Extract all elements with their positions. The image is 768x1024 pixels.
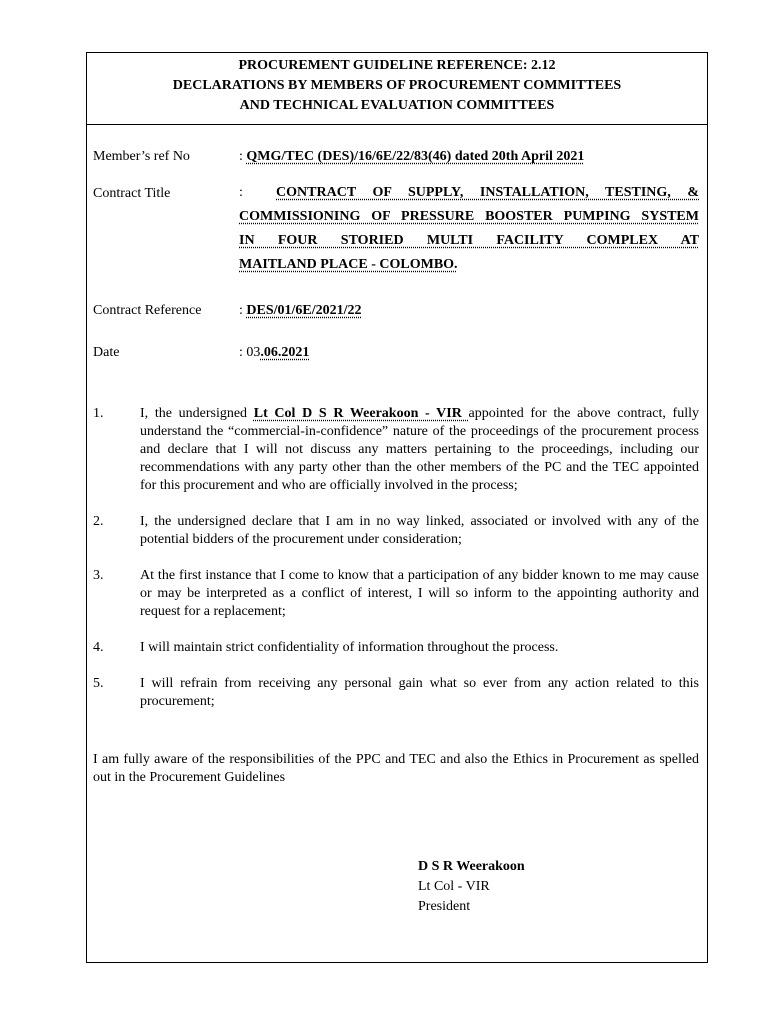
form-header (87, 53, 707, 125)
closing-statement: I am fully aware of the responsibilities of the PPC and TEC and also the Ethics in Procurement as spelled out in the Procurement Guidelines (93, 752, 699, 785)
header-title-line: AND TECHNICAL EVALUATION COMMITTEES (239, 98, 555, 113)
item-number: 4. (93, 640, 104, 655)
list-item (93, 675, 699, 711)
item-number: 3. (93, 568, 104, 583)
declaration-form (86, 52, 708, 963)
signatory-rank: Lt Col - VIR (418, 879, 490, 894)
list-item (93, 639, 699, 657)
signatory-name: D S R Weerakoon (418, 859, 525, 874)
colon: : (239, 303, 247, 318)
member-ref-value: QMG/TEC (DES)/16/6E/22/83(46) dated 20th April 2021 (246, 149, 585, 164)
contract-title-value (239, 181, 699, 277)
item-text: At the first instance that I come to know that a participation of any bidder known to me may cause or may be interpreted as a conflict of interest, I will so inform to the appointing authority and request for a replacement; (140, 568, 699, 619)
contract-title-label: Contract Title (93, 186, 171, 201)
list-item (93, 567, 699, 621)
item-number: 2. (93, 514, 104, 529)
colon: : (239, 185, 243, 200)
header-title-line: DECLARATIONS BY MEMBERS OF PROCUREMENT COMMITTEES (172, 78, 622, 93)
colon: : (239, 149, 247, 164)
contract-title-line: MAITLAND PLACE - COLOMBO. (239, 257, 458, 272)
date-label: Date (93, 345, 120, 360)
date-value: .06.2021 (260, 345, 310, 360)
declaration-list (93, 405, 699, 729)
member-name: Lt Col D S R Weerakoon - VIR (253, 406, 469, 421)
item-text: I will maintain strict confidentiality of information throughout the process. (140, 640, 559, 655)
item-text: I will refrain from receiving any personal gain what so ever from any action related to this procurement; (140, 676, 699, 709)
contract-title-line: IN FOUR STORIED MULTI FACILITY COMPLEX AT (239, 233, 699, 248)
contract-title-line: COMMISSIONING OF PRESSURE BOOSTER PUMPING SYSTEM (239, 209, 699, 224)
header-guideline-ref: PROCUREMENT GUIDELINE REFERENCE: 2.12 (238, 58, 556, 73)
item-number: 1. (93, 406, 104, 421)
contract-reference-value: DES/01/6E/2021/22 (246, 303, 362, 318)
contract-reference-label: Contract Reference (93, 303, 202, 318)
item-text: I, the undersigned declare that I am in no way linked, associated or involved with any of the potential bidders of the procurement under consideration; (140, 514, 699, 547)
list-item: 1. I, the undersigned Lt Col D S R Weerakoon - VIR appointed for the above contract, fully understand the “commercial-in-confidence” nature of the proceedings of the procurement process and declare that I will not discuss any matters pertaining to the proceedings, including our recommendations with any party other than the other members of the PC and the TEC appointed for this procurement and who are officially involved in the process; (93, 406, 699, 493)
item-number: 5. (93, 676, 104, 691)
list-item (93, 513, 699, 549)
date-day: : 03 (239, 345, 261, 360)
signature-block (418, 857, 525, 917)
member-ref-label: Member’s ref No (93, 149, 190, 164)
signatory-role: President (418, 899, 471, 914)
contract-title-line: CONTRACT OF SUPPLY, INSTALLATION, TESTING, & (276, 185, 700, 200)
